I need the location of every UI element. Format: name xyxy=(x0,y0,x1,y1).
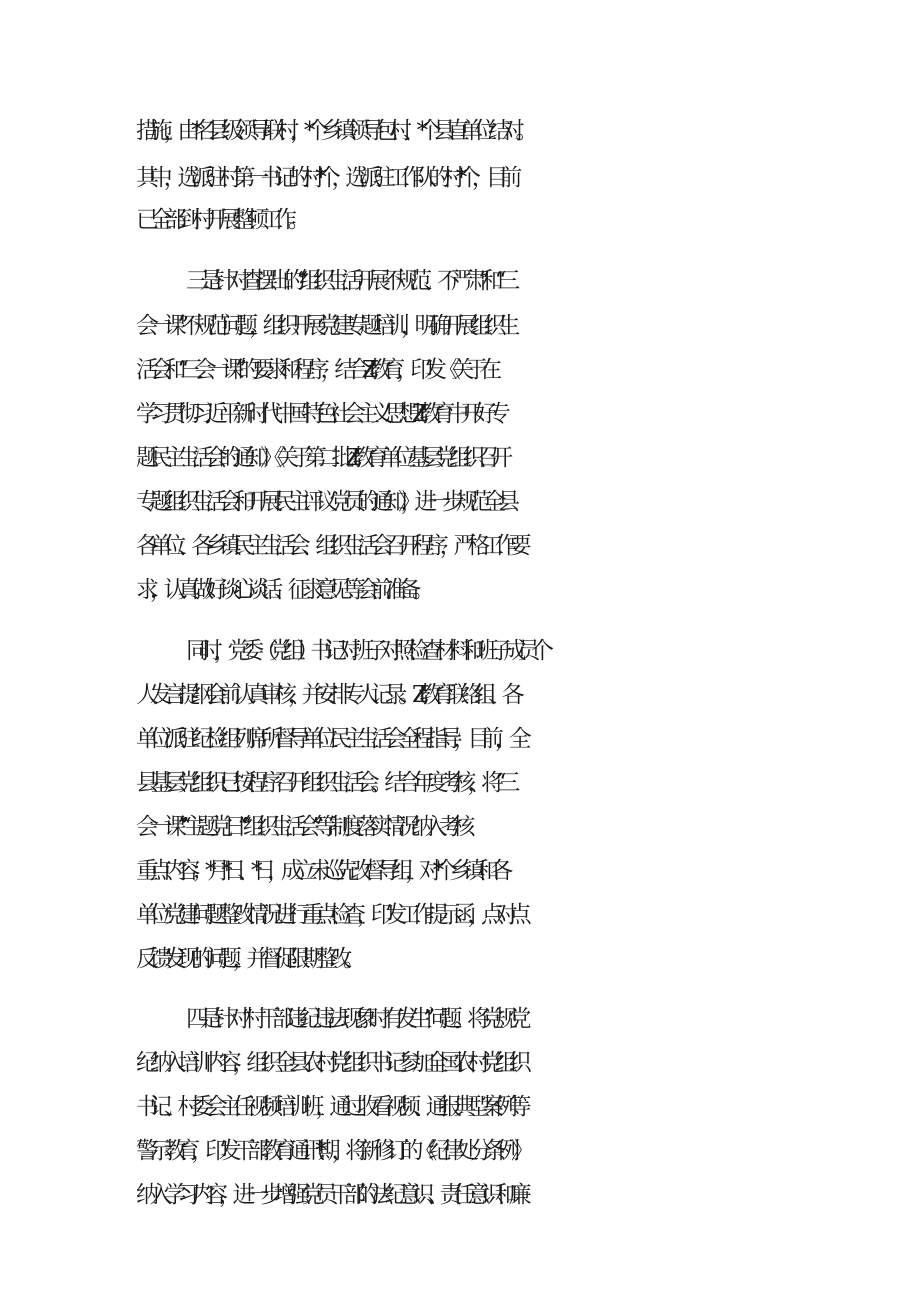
text-line: 重点内容；*月*日、*日，成立未巡先改督导组，对*个乡镇和各 xyxy=(136,858,505,884)
text-line: 反馈发现的问题，并督促限期整改。 xyxy=(136,946,357,972)
text-line: 题民主生活会的通知》《关于第二批Zt教育单位基层党组织召开 xyxy=(136,445,504,471)
paragraph-start-line: 三是针对查摆出的“组织生活开展不规范、不严肃”和“三 xyxy=(186,268,512,294)
text-line: 已全部到村开展整顿工作。 xyxy=(136,207,302,233)
text-line: 求，认真做好谈心谈话、征求意见等会前准备。 xyxy=(136,577,426,603)
paragraph-start-line: 四是针对“村干部违纪违法现象时有发生”问题。将党规党 xyxy=(186,1006,523,1032)
text-line: 会一课”“主题党日”“组织生活会”等制度落实情况纳入考核 xyxy=(136,814,467,840)
text-line: 其中，选派驻村第一书记的村*个，选派驻工作队的村*个，目前 xyxy=(136,165,514,191)
text-line: 警示教育，印发干部教育通讯*期，将新修订的《纪律处分条例》 xyxy=(136,1138,525,1164)
text-line: 人发言提纲会前认真审核，并安排专人记录。Zt教育联络组、各 xyxy=(136,682,516,708)
text-line: 单位派驻纪检组列席所督导单位民主生活会全程指导，目前，全 xyxy=(136,726,523,752)
text-line: 活会和“三会一课”的要求和程序，结合Zt教育，印发《关于在 xyxy=(136,357,493,383)
text-line: 会一课”不规范问题，组织开展党建专题培训，明确开展组织生 xyxy=(136,313,512,339)
text-line: 书记、村委会主任视频培训班，通过收看视频、通报典型案例等 xyxy=(136,1094,523,1120)
text-line: 措施，由*名县级领导联村，*个乡镇领导包村、*个县直单位结对。 xyxy=(136,118,530,144)
text-line: 各单位、各乡镇民主生活会、组织生活会召开程序，严格工作要 xyxy=(136,533,523,559)
text-line: 县基层党组织已按程序召开组织生活会。结合年度考核，将“三 xyxy=(136,770,512,796)
text-line: 单位党建问题整改情况进行重点检查，印发工作提示函，点对点 xyxy=(136,902,523,928)
text-line: 纳入学习内容，进一步增强党员干部的法纪意识、责任意识和廉 xyxy=(136,1182,523,1208)
text-line: 纪纳入培训内容，组织全县农村党组织书记参加全国农村党组织 xyxy=(136,1050,523,1076)
text-line: 专题组织生活会和开展民主评议党员的通知》，进一步规范全县 xyxy=(136,489,511,515)
text-line: 学习贯彻习近平新时代中国特色社会主义思想Zt教育中开好专 xyxy=(136,401,502,427)
paragraph-start-line: 同时，党委（党组）书记对班子对照检查材料和班子成员个 xyxy=(186,638,545,664)
